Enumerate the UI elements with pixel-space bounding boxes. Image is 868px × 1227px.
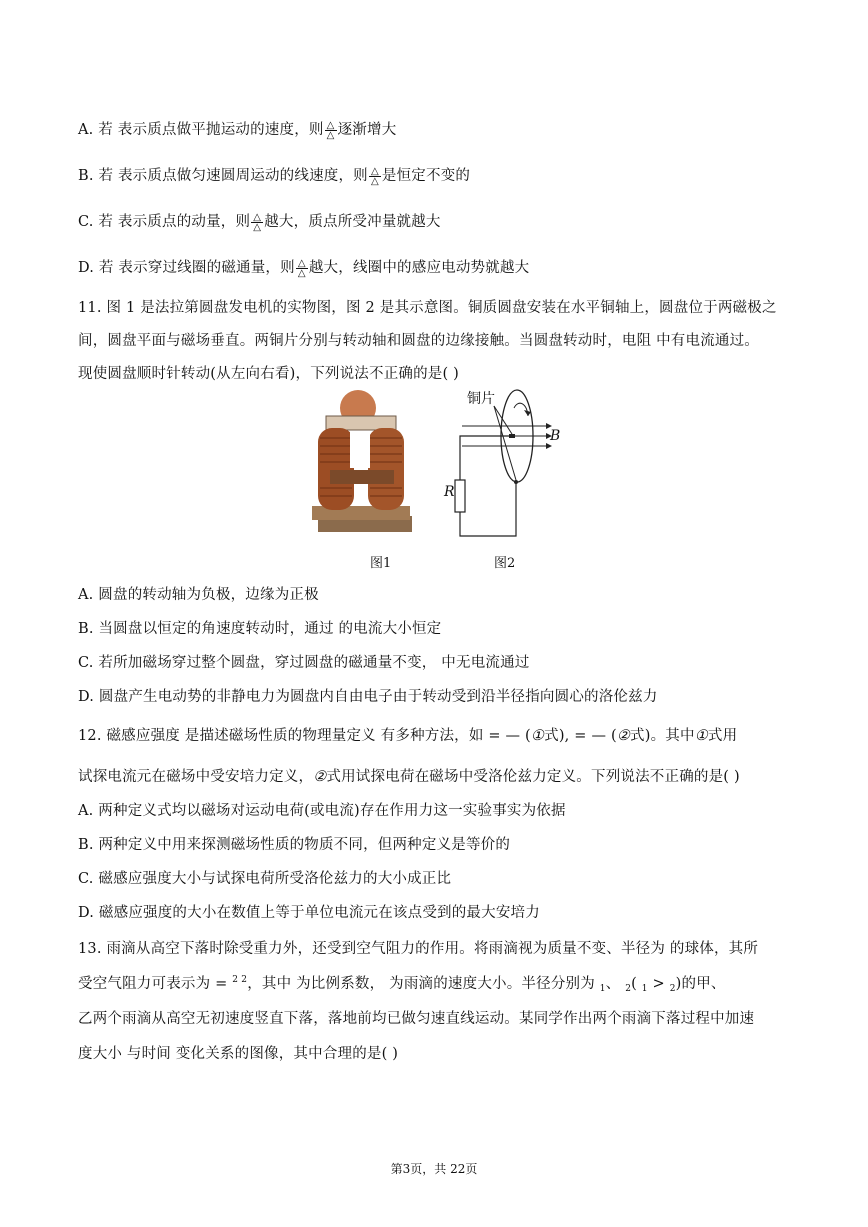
- q12-stem2-b: 式用试探电荷在磁场中受洛伦兹力定义。下列说法不正确的是( ): [326, 769, 740, 785]
- q12-option-a: A. 两种定义式均以磁场对运动电荷(或电流)存在作用力这一实验事实为依据: [78, 803, 566, 819]
- q10-option-a-tail: 逐渐增大: [337, 122, 397, 138]
- q10-option-d-tail: 越大，线圈中的感应电动势就越大: [308, 260, 530, 276]
- subscript: 1: [641, 984, 648, 994]
- q12-stem1-d: 式用: [707, 728, 738, 744]
- figure-2-caption: 图2: [494, 556, 516, 571]
- q12-stem-line1: [78, 724, 737, 745]
- frac-den: △: [370, 175, 379, 187]
- subscript: 2: [625, 984, 632, 994]
- q11-stem-line1: 11. 图 1 是法拉第圆盘发电机的实物图，图 2 是其示意图。铜质圆盘安装在水平铜轴上，圆盘位于两磁极之: [78, 300, 777, 316]
- q11-option-a: A. 圆盘的转动轴为负极，边缘为正极: [78, 587, 319, 603]
- q12-marker: ②: [616, 728, 631, 744]
- q10-option-a: [78, 118, 396, 140]
- q13-stem2-f: )的甲、: [675, 976, 726, 992]
- resistor-label: R: [444, 484, 455, 500]
- q12-stem1-a: 12. 磁感应强度 是描述磁场性质的物理量定义 有多种方法，如 = — (: [78, 728, 531, 744]
- q12-stem1-b: 式), = — (: [544, 728, 617, 744]
- q12-marker: ①: [530, 728, 545, 744]
- q12-option-b: B. 两种定义中用来探测磁场性质的物质不同，但两种定义是等价的: [78, 837, 511, 853]
- q11-stem-line3: 现使圆盘顺时针转动(从左向右看)，下列说法不正确的是( ): [78, 366, 460, 382]
- q13-stem-line3: 乙两个雨滴从高空无初速度竖直下落，落地前均已做匀速直线运动。某同学作出两个雨滴下落过程中加速: [78, 1011, 755, 1027]
- q13-stem2-b: ，其中 为比例系数， 为雨滴的速度大小。半径分别为: [247, 976, 600, 992]
- q11-stem-line2: 间，圆盘平面与磁场垂直。两铜片分别与转动轴和圆盘的边缘接触。当圆盘转动时，电阻 中有电流通过。: [78, 333, 760, 349]
- subscript: 1: [599, 984, 606, 994]
- q13-stem2-a: 受空气阻力可表示为 =: [78, 976, 233, 992]
- disk-schematic-diagram: [432, 388, 562, 548]
- frac-den: △: [253, 221, 262, 233]
- frac-num: △: [297, 257, 306, 269]
- q10-option-b: [78, 164, 470, 186]
- disk-generator-photo: [306, 388, 416, 538]
- q10-option-d: [78, 256, 529, 278]
- q13-stem-line4: 度大小 与时间 变化关系的图像，其中合理的是( ): [78, 1046, 399, 1062]
- q13-stem2-d: (: [631, 976, 642, 992]
- fraction: [369, 167, 381, 186]
- q10-option-b-tail: 是恒定不变的: [381, 168, 471, 184]
- magnetic-field-label: B: [550, 428, 561, 444]
- q11-option-b: B. 当圆盘以恒定的角速度转动时，通过 的电流大小恒定: [78, 621, 442, 637]
- q11-option-c: C. 若所加磁场穿过整个圆盘，穿过圆盘的磁通量不变， 中无电流通过: [78, 655, 530, 671]
- q10-option-a-text: A. 若 表示质点做平抛运动的速度，则: [78, 122, 324, 138]
- q12-stem2-a: 试探电流元在磁场中受安培力定义，: [78, 769, 314, 785]
- page-footer: 第3页，共 22页: [390, 1162, 478, 1176]
- q12-stem-line2: [78, 765, 740, 786]
- fraction: [296, 259, 308, 278]
- q13-stem-line2: [78, 972, 726, 994]
- frac-num: △: [370, 165, 379, 177]
- q10-option-c-text: C. 若 表示质点的动量，则: [78, 214, 251, 230]
- q10-option-b-text: B. 若 表示质点做匀速圆周运动的线速度，则: [78, 168, 368, 184]
- faraday-disk-figure: [302, 388, 562, 578]
- fraction: [325, 121, 337, 140]
- q13-stem2-c: 、: [605, 976, 626, 992]
- figure-1-caption: 图1: [370, 556, 392, 571]
- q12-marker: ①: [694, 728, 708, 744]
- q11-option-d: D. 圆盘产生电动势的非静电力为圆盘内自由电子由于转动受到沿半径指向圆心的洛伦兹力: [78, 689, 658, 705]
- q10-option-d-text: D. 若 表示穿过线圈的磁通量，则: [78, 260, 295, 276]
- q10-option-c: [78, 210, 441, 232]
- frac-num: △: [253, 211, 262, 223]
- frac-den: △: [297, 267, 306, 279]
- q13-stem-line1: 13. 雨滴从高空下落时除受重力外，还受到空气阻力的作用。将雨滴视为质量不变、半径为 的球体，其所: [78, 941, 759, 957]
- superscript: 2 2: [232, 975, 248, 985]
- q12-option-c: C. 磁感应强度大小与试探电荷所受洛伦兹力的大小成正比: [78, 871, 452, 887]
- subscript: 2: [669, 984, 676, 994]
- fraction: [251, 213, 263, 232]
- frac-den: △: [326, 129, 335, 141]
- q12-option-d: D. 磁感应强度的大小在数值上等于单位电流元在该点受到的最大安培力: [78, 905, 540, 921]
- q12-stem1-c: 式)。其中: [630, 728, 695, 744]
- copper-plate-label: 铜片: [467, 391, 495, 407]
- q10-option-c-tail: 越大，质点所受冲量就越大: [264, 214, 441, 230]
- q12-marker: ②: [313, 769, 327, 785]
- frac-num: △: [326, 119, 335, 131]
- q13-stem2-e: >: [647, 976, 670, 992]
